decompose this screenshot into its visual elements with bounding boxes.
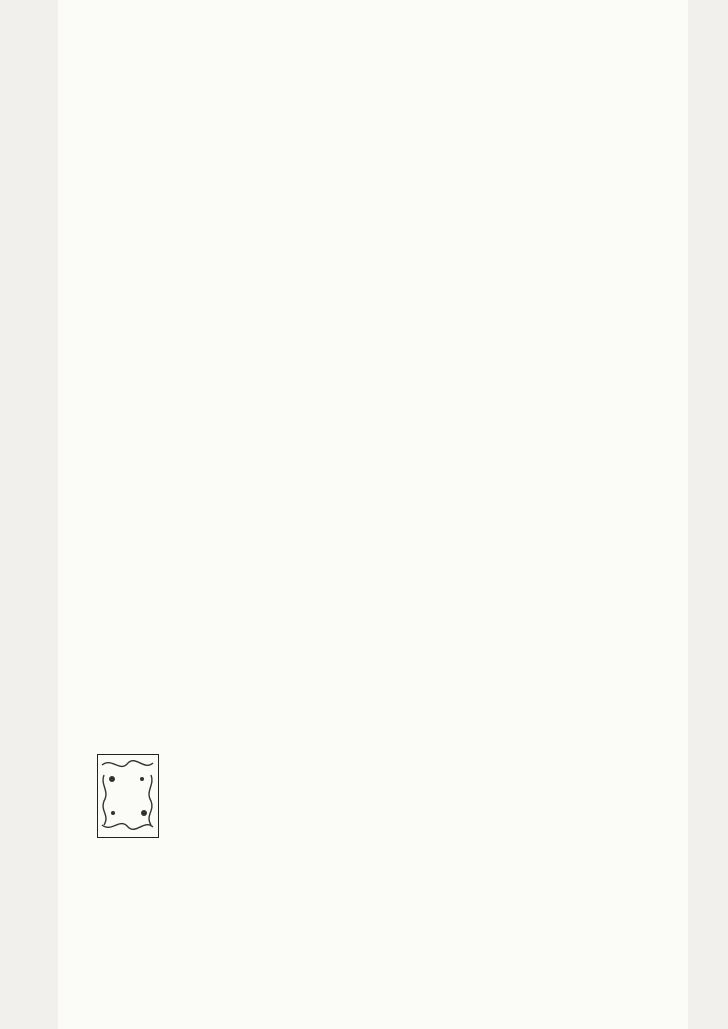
drop-cap-ornament — [98, 755, 157, 836]
drop-cap-initial — [97, 754, 159, 838]
page-sheet — [58, 0, 688, 1029]
running-header — [96, 3, 456, 29]
